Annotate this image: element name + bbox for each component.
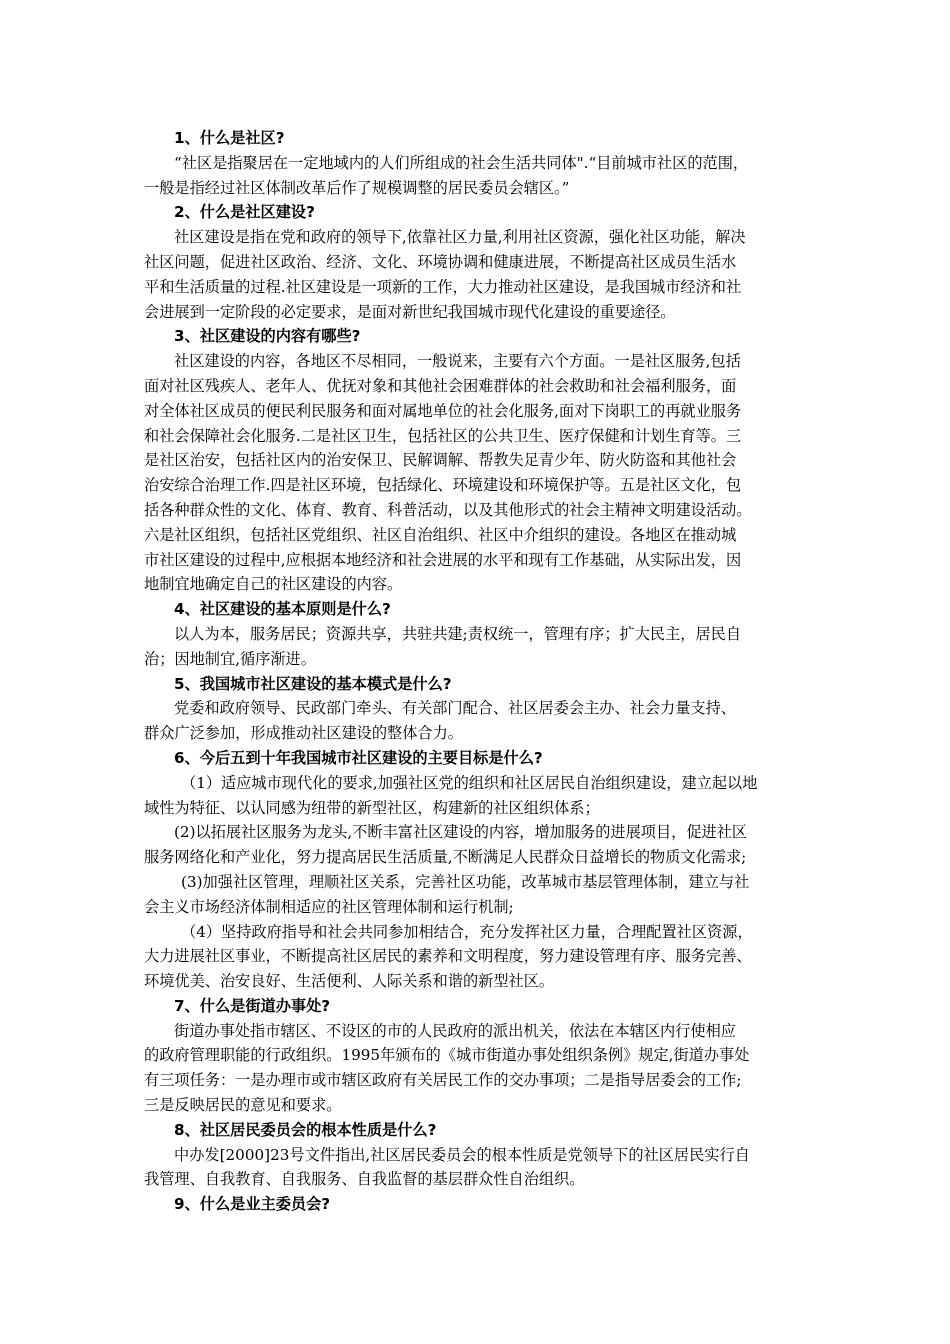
answer-paragraph [144,225,808,324]
text-line: 是社区治安，包括社区内的治安保卫、民解调解、帮教失足青少年、防火防盗和其他社会 [144,451,737,470]
text-line: 市社区建设的过程中,应根据本地经济和社会进展的水平和现有工作基础，从实际出发，因 [144,550,742,569]
text-line: 地制宜地确定自己的社区建设的内容。 [144,575,403,594]
question-heading: 6、今后五到十年我国城市社区建设的主要目标是什么? [174,748,543,767]
text-line: 一般是指经过社区体制改革后作了规模调整的居民委员会辖区。” [144,178,570,197]
question-heading: 4、社区建设的基本原则是什么? [174,600,391,619]
answer-paragraph [144,1143,808,1193]
text-line: (2)以拓展社区服务为龙头,不断丰富社区建设的内容，增加服务的进展项目，促进社区 [174,823,748,842]
answer-paragraph [144,349,808,597]
text-line: 社区建设的内容，各地区不尽相同，一般说来，主要有六个方面。一是社区服务,包括 [174,352,741,371]
text-line: （4）坚持政府指导和社会共同参加相结合，充分发挥社区力量，合理配置社区资源， [181,922,753,941]
answer-paragraph [144,920,808,994]
answer-paragraph [144,622,808,672]
question-heading: 2、什么是社区建设? [174,203,315,222]
text-line: 群众广泛参加，形成推动社区建设的整体合力。 [144,724,463,743]
question-heading: 1、什么是社区? [174,129,285,147]
text-line: 街道办事处指市辖区、不设区的市的人民政府的派出机关，依法在本辖区内行使相应 [174,1021,736,1040]
document-body [144,126,808,1217]
text-line: 我管理、自我教育、自我服务、自我监督的基层群众性自治组织。 [144,1170,585,1189]
answer-paragraph [144,870,808,920]
text-line: “社区是指聚居在一定地域内的人们所组成的社会生活共同体".“目前城市社区的范围， [174,153,749,172]
text-line: 括各种群众性的文化、体育、教育、科普活动，以及其他形式的社会主精神文明建设活动。 [144,500,752,519]
question-heading: 7、什么是街道办事处? [174,996,331,1015]
text-line: 平和生活质量的过程.社区建设是一项新的工作，大力推动社区建设，是我国城市经济和社 [144,277,742,296]
answer-paragraph [144,696,808,746]
text-line: 社区问题，促进社区政治、经济、文化、环境协调和健康进展，不断提高社区成员生活水 [144,252,737,271]
text-line: 面对社区残疾人、老年人、优抚对象和其他社会困难群体的社会救助和社会福利服务，面 [144,376,737,395]
text-line: 三是反映居民的意见和要求。 [144,1096,342,1115]
text-line: 社区建设是指在党和政府的领导下,依靠社区力量,利用社区资源，强化社区功能，解决 [174,228,746,247]
text-line: 治安综合治理工作.四是社区环境，包括绿化、环境建设和环境保护等。五是社区文化，包 [144,476,742,495]
text-line: 对全体社区成员的便民利民服务和面对属地单位的社会化服务,面对下岗职工的再就业服务 [144,401,742,420]
question-heading: 5、我国城市社区建设的基本模式是什么? [174,674,452,693]
text-line: (3)加强社区管理，理顺社区关系，完善社区功能，改革城市基层管理体制，建立与社 [181,872,750,891]
text-line: 中办发[2000]23号文件指出,社区居民委员会的根本性质是党领导下的社区居民实行自 [174,1145,750,1164]
answer-paragraph [144,151,808,201]
text-line: 大力进展社区事业，不断提高社区居民的素养和文明程度，努力建设管理有序、服务完善、 [144,947,752,966]
text-line: 会进展到一定阶段的必定要求，是面对新世纪我国城市现代化建设的重要途径。 [144,302,676,321]
text-line: 会主义市场经济体制相适应的社区管理体制和运行机制; [144,897,514,916]
text-line: 党委和政府领导、民政部门牵头、有关部门配合、社区居委会主办、社会力量支持、 [174,699,736,718]
text-line: 域性为特征、以认同感为纽带的新型社区，构建新的社区组织体系； [144,798,600,817]
text-line: 有三项任务：一是办理市或市辖区政府有关居民工作的交办事项；二是指导居委会的工作; [144,1071,742,1090]
text-line: 六是社区组织，包括社区党组织、社区自治组织、社区中介组织的建设。各地区在推动城 [144,525,737,544]
question-heading: 3、社区建设的内容有哪些? [174,327,361,346]
text-line: 和社会保障社会化服务.二是社区卫生，包括社区的公共卫生、医疗保健和计划生育等。三 [144,426,742,445]
text-line: 治；因地制宜,循序渐进。 [144,649,316,668]
question-heading: 8、社区居民委员会的根本性质是什么? [174,1120,437,1139]
text-line: 以人为本，服务居民；资源共享，共驻共建;责权统一，管理有序；扩大民主，居民自 [174,624,742,643]
answer-paragraph [144,1019,808,1118]
answer-paragraph [144,820,808,870]
answer-paragraph [144,771,808,821]
question-heading: 9、什么是业主委员会? [174,1195,331,1214]
text-line: （1）适应城市现代化的要求,加强社区党的组织和社区居民自治组织建设，建立起以地 [181,773,758,792]
text-line: 服务网络化和产业化，努力提高居民生活质量,不断满足人民群众日益增长的物质文化需求; [144,848,747,867]
text-line: 的政府管理职能的行政组织。1995年颁布的《城市街道办事处组织条例》规定,街道办事处 [144,1046,750,1065]
text-line: 环境优美、治安良好、生活便利、人际关系和谐的新型社区。 [144,972,555,991]
